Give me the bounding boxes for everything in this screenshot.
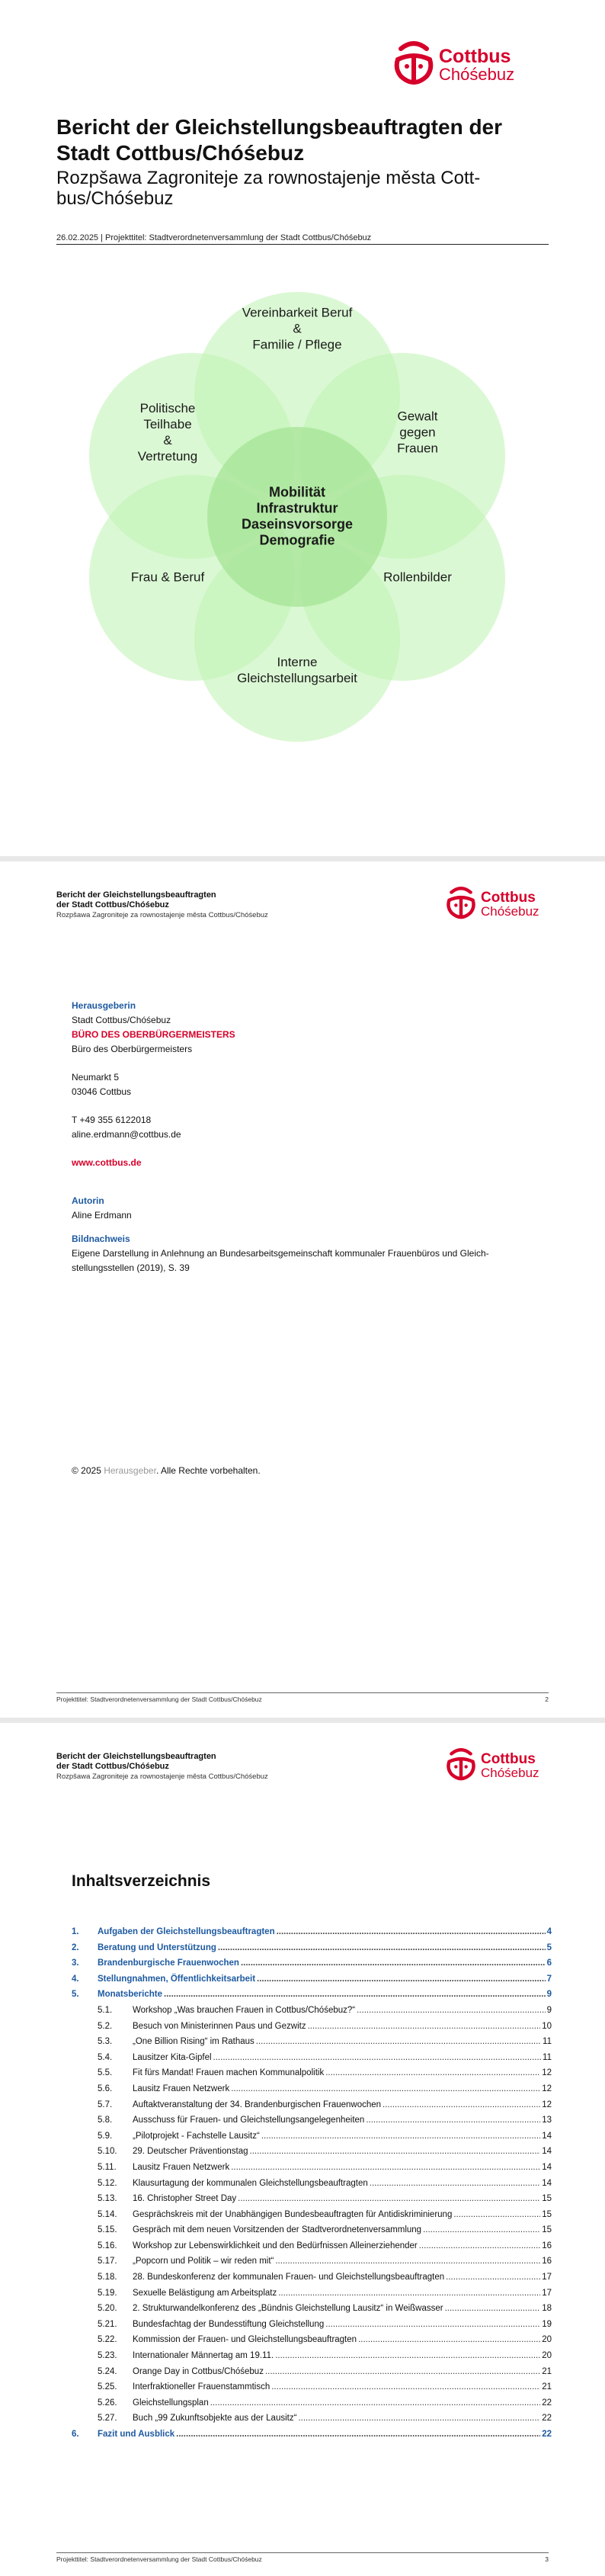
toc-entry-page: 19 <box>542 2319 552 2329</box>
toc-entry[interactable] <box>72 2320 552 2336</box>
toc-entry-number: 5.25. <box>98 2382 117 2392</box>
toc-entry-leader <box>231 2084 540 2093</box>
city-logo <box>446 1746 539 1785</box>
page-footer <box>56 2552 549 2563</box>
toc-entry-number: 5.11. <box>98 2162 117 2172</box>
page-footer <box>56 1692 549 1703</box>
logo-line-1: Cottbus <box>481 1751 536 1767</box>
toc-entry-leader <box>358 2335 540 2344</box>
toc-entry-label: „Popcorn und Politik – wir reden mit“ <box>133 2257 274 2266</box>
toc-entry-page: 14 <box>542 2162 552 2172</box>
toc-entry-number: 5.17. <box>98 2257 117 2266</box>
petal-label-6-line: Vertretung <box>137 448 198 464</box>
copyright-year: © 2025 <box>72 1465 101 1476</box>
toc-entry-page: 4 <box>546 1927 552 1936</box>
logo-line-2: Chóśebuz <box>481 904 539 919</box>
phone: T +49 355 6122018 <box>72 1115 152 1125</box>
toc-entry-leader <box>453 2210 540 2219</box>
page-number: 3 <box>545 2555 549 2563</box>
petal-label-2-line: gegen <box>399 425 436 440</box>
author-name: Aline Erdmann <box>72 1210 132 1221</box>
toc-entry-label: Stellungnahmen, Öffentlichkeitsarbeit <box>98 1974 256 1984</box>
toc-entry-leader <box>277 1927 546 1936</box>
center-label-line: Demografie <box>259 532 335 548</box>
imprint-page <box>0 861 605 1718</box>
cover-page <box>0 0 605 856</box>
toc-entry-number: 5.13. <box>98 2194 117 2204</box>
toc-entry-leader <box>271 2382 540 2392</box>
toc-entry-label: Gespräch mit dem neuen Vorsitzenden der Stadtverordnetenversammlung <box>133 2225 422 2235</box>
image-credit-text: Eigene Darstellung in Anlehnung an Bundesarbeitsgemeinschaft kommunaler Frauenbüros und Gleich-stellungsstellen (2019), S. 39 <box>72 1248 489 1273</box>
toc-entry[interactable] <box>72 2179 552 2195</box>
toc-entry-number: 5.1. <box>98 2005 113 2015</box>
toc-entry-number: 5.14. <box>98 2209 117 2219</box>
petal-label-2-line: Gewalt <box>397 409 438 424</box>
copyright-publisher-link[interactable]: Herausgeber <box>104 1465 156 1476</box>
toc-entry-page: 22 <box>542 2414 552 2424</box>
petal-label-1-line: & <box>293 321 302 336</box>
running-header <box>56 1752 268 1782</box>
toc-entry-number: 5.7. <box>98 2100 113 2109</box>
toc-entry-number: 5.20. <box>98 2304 117 2314</box>
toc-entry-number: 1. <box>72 1927 79 1936</box>
toc-entry-leader <box>445 2304 541 2313</box>
toc-entry-number: 5.23. <box>98 2351 117 2361</box>
copyright-rights: . Alle Rechte vorbehalten. <box>155 1465 261 1476</box>
toc-entry-label: Gesprächskreis mit der Unabhängigen Bundesbeauftragten für Antidiskriminierung <box>133 2209 453 2219</box>
toc-entry-label: „Pilotprojekt - Fachstelle Lausitz“ <box>133 2131 260 2141</box>
toc-entry-page: 13 <box>542 2116 552 2125</box>
toc-entry[interactable] <box>72 2084 552 2100</box>
header-line-1: Bericht der Gleichstellungsbeauftragten <box>56 1752 216 1761</box>
toc-entry[interactable] <box>72 2335 552 2351</box>
toc-entry-number: 5.5. <box>98 2068 113 2078</box>
publisher-org: Stadt Cottbus/Chóśebuz <box>72 1015 171 1025</box>
toc-entry[interactable] <box>72 1927 552 1943</box>
logo-line-2: Chóśebuz <box>439 64 515 84</box>
toc-entry-label: Ausschuss für Frauen- und Gleichstellungsangelegenheiten <box>133 2116 365 2125</box>
author-label: Autorin <box>72 1195 104 1206</box>
email-link[interactable]: aline.erdmann@cottbus.de <box>72 1129 181 1140</box>
toc-entry-page: 17 <box>542 2288 552 2298</box>
toc-entry[interactable] <box>72 2006 552 2022</box>
toc-entry-number: 2. <box>72 1942 79 1952</box>
petal-label-4-line: Gleichstellungsarbeit <box>237 670 357 685</box>
city-logo <box>393 38 514 91</box>
toc-entry[interactable] <box>72 2132 552 2148</box>
toc-entry-page: 22 <box>542 2398 552 2408</box>
toc-entry-number: 5.22. <box>98 2335 117 2345</box>
publisher-label: Herausgeberin <box>72 1000 136 1011</box>
header-line-3: Rozpšawa Zagronitejе za rownostajenje města Cottbus/Chóśebuz <box>56 1772 268 1781</box>
toc-entry-leader <box>176 2430 540 2439</box>
toc-entry[interactable] <box>72 2304 552 2320</box>
toc-entry-leader <box>213 2053 542 2062</box>
toc-entry[interactable] <box>72 2273 552 2289</box>
footer-text: Projekttitel: Stadtverordnetenversammlung der Stadt Cottbus/Chóśebuz <box>56 2555 262 2563</box>
toc-entry[interactable] <box>72 2382 552 2398</box>
toc-entry-leader <box>278 2289 540 2298</box>
toc-entry-page: 21 <box>542 2382 552 2392</box>
toc-entry-page: 5 <box>546 1942 552 1952</box>
toc-entry-number: 5.16. <box>98 2241 117 2250</box>
toc-entry-label: Beratung und Unterstützung <box>98 1942 216 1952</box>
toc-entry-number: 5.8. <box>98 2116 113 2125</box>
toc-entry-number: 5.4. <box>98 2052 113 2062</box>
toc-entry[interactable] <box>72 2414 552 2430</box>
toc-entry-number: 5.24. <box>98 2366 117 2376</box>
petal-label-2-line: Frauen <box>397 441 438 456</box>
petal-label-3-line: Rollenbilder <box>383 569 452 585</box>
toc-entry-label: Lausitzer Kita-Gipfel <box>133 2052 212 2062</box>
toc-entry-page: 20 <box>542 2335 552 2345</box>
center-label-line: Daseinsvorsorge <box>241 516 354 532</box>
toc-entry-label: 2. Strukturwandelkonferenz des „Bündnis Gleichstellung Lausitz“ in Weißwasser <box>133 2304 443 2314</box>
toc-entry-label: Fit fürs Mandat! Frauen machen Kommunalpolitik <box>133 2068 325 2078</box>
toc-entry[interactable] <box>72 2194 552 2210</box>
toc-entry-page: 12 <box>542 2100 552 2109</box>
toc-entry-leader <box>241 1958 546 1968</box>
toc-entry[interactable] <box>72 2100 552 2116</box>
toc-entry-leader <box>265 2367 540 2376</box>
toc-entry-label: 28. Bundeskonferenz der kommunalen Frauen- und Gleichstellungsbeauftragten <box>133 2273 445 2282</box>
toc-entry-page: 11 <box>543 2037 552 2047</box>
report-title: Bericht der Gleichstellungsbeauftragten der Stadt Cottbus/Chóśebuz <box>56 115 503 165</box>
toc-entry-label: Workshop zur Lebenswirklichkeit und den Bedürfnissen Alleinerziehender <box>133 2241 418 2250</box>
report-title-sorbian: Rozpšawa Zagronitejе za rownostajenje města Cott-bus/Chóśebuz <box>56 168 481 209</box>
header-line-2: der Stadt Cottbus/Chóśebuz <box>56 900 169 909</box>
toc-entry-page: 15 <box>542 2194 552 2204</box>
toc-entry-label: Internationaler Männertag am 19.11. <box>133 2351 274 2361</box>
toc-entry-page: 20 <box>542 2351 552 2361</box>
toc-entry-leader <box>261 2132 540 2141</box>
toc-entry-number: 5.2. <box>98 2021 113 2031</box>
petal-label-6-line: Politische <box>139 400 196 415</box>
toc-entry-page: 15 <box>542 2209 552 2219</box>
toc-entry-number: 5.15. <box>98 2225 117 2235</box>
toc-entry[interactable] <box>72 2225 552 2241</box>
toc-entry-label: 16. Christopher Street Day <box>133 2194 237 2204</box>
toc-entry-label: Brandenburgische Frauenwochen <box>98 1958 239 1968</box>
office-caps: BÜRO DES OBERBÜRGERMEISTERS <box>72 1029 235 1040</box>
cottbus-logo-icon <box>446 884 476 924</box>
logo-line-1: Cottbus <box>439 45 511 67</box>
toc-entry-number: 5.12. <box>98 2178 117 2188</box>
toc-entry-number: 5.10. <box>98 2147 117 2157</box>
toc-entry-leader <box>446 2273 540 2282</box>
page-number: 2 <box>545 1695 549 1703</box>
toc-entry-label: 29. Deutscher Präventionstag <box>133 2147 248 2157</box>
toc-entry-label: Sexuelle Belästigung am Arbeitsplatz <box>133 2288 277 2298</box>
toc-entry-leader <box>325 2068 540 2077</box>
toc-entry-label: Kommission der Frauen- und Gleichstellungsbeauftragten <box>133 2335 357 2345</box>
toc-entry-leader <box>238 2194 540 2203</box>
toc-entry-page: 9 <box>546 2005 552 2015</box>
toc-entry-number: 5.26. <box>98 2398 117 2408</box>
toc-entry-leader <box>164 1990 546 1999</box>
toc-entry-number: 3. <box>72 1958 79 1968</box>
toc-entry-leader <box>419 2241 540 2250</box>
toc-entry-page: 11 <box>543 2052 552 2062</box>
toc-entry-leader <box>257 1975 546 1984</box>
toc-entry[interactable] <box>72 2163 552 2179</box>
running-header <box>56 890 268 920</box>
toc-entry[interactable] <box>72 2037 552 2053</box>
toc-entry-number: 5.3. <box>98 2037 113 2047</box>
toc-entry-number: 5. <box>72 1990 79 2000</box>
topics-diagram <box>53 259 541 747</box>
toc-entry[interactable] <box>72 2367 552 2383</box>
toc-entry[interactable] <box>72 2116 552 2132</box>
toc-entry-label: Bundesfachtag der Bundesstiftung Gleichstellung <box>133 2319 325 2329</box>
toc-entry[interactable] <box>72 2351 552 2367</box>
toc-entry-number: 6. <box>72 2430 79 2439</box>
petal-label-6-line: Teilhabe <box>143 416 192 431</box>
toc-entry-page: 17 <box>542 2273 552 2282</box>
toc-entry[interactable] <box>72 2053 552 2069</box>
toc-entry[interactable] <box>72 2068 552 2084</box>
toc-entry-page: 12 <box>542 2084 552 2093</box>
center-label-line: Infrastruktur <box>256 500 338 516</box>
toc-entry-label: Aufgaben der Gleichstellungsbeauftragten <box>98 1927 275 1936</box>
petal-label-1-line: Familie / Pflege <box>252 337 342 352</box>
toc-entry[interactable] <box>72 2210 552 2226</box>
header-line-3: Rozpšawa Zagronitejе za rownostajenje města Cottbus/Chóśebuz <box>56 911 268 919</box>
toc-page <box>0 1723 605 2576</box>
header-line-2: der Stadt Cottbus/Chóśebuz <box>56 1762 169 1771</box>
footer-text: Projekttitel: Stadtverordnetenversammlung der Stadt Cottbus/Chóśebuz <box>56 1695 262 1703</box>
toc-entry-page: 16 <box>542 2241 552 2250</box>
logo-line-2: Chóśebuz <box>481 1766 539 1780</box>
toc-entry[interactable] <box>72 2257 552 2273</box>
toc-entry-page: 12 <box>542 2068 552 2078</box>
center-label-line: Mobilität <box>269 484 325 500</box>
toc-entry-leader <box>383 2100 540 2109</box>
toc-entry-number: 5.21. <box>98 2319 117 2329</box>
toc-entry-label: Buch „99 Zukunftsobjekte aus der Lausitz“ <box>133 2414 297 2424</box>
toc-entry-number: 5.9. <box>98 2131 113 2141</box>
cottbus-logo-icon <box>393 38 434 91</box>
toc-entry-leader <box>357 2006 545 2015</box>
toc-entry[interactable] <box>72 2398 552 2414</box>
toc-entry-page: 7 <box>546 1974 552 1984</box>
toc-entry-leader <box>218 1943 546 1952</box>
toc-entry[interactable] <box>72 1958 552 1975</box>
toc-entry[interactable] <box>72 2430 552 2446</box>
toc-entry[interactable] <box>72 2289 552 2305</box>
toc-entry[interactable] <box>72 2022 552 2038</box>
toc-entry-leader <box>275 2351 540 2360</box>
author-block <box>72 1194 544 1275</box>
toc-entry-page: 14 <box>542 2178 552 2188</box>
toc-entry-leader <box>298 2414 540 2423</box>
toc-entry-label: Auftaktveranstaltung der 34. Brandenburgischen Frauenwochen <box>133 2100 382 2109</box>
petal-label-4-line: Interne <box>277 654 318 669</box>
toc-entry-leader <box>256 2037 541 2046</box>
toc-entry-number: 5.6. <box>98 2084 113 2093</box>
toc-entry-leader <box>366 2116 540 2125</box>
toc-entry-label: „One Billion Rising“ im Rathaus <box>133 2037 254 2047</box>
toc-entry-page: 14 <box>542 2147 552 2157</box>
toc-entry-page: 14 <box>542 2131 552 2141</box>
toc-entry-leader <box>308 2022 541 2031</box>
toc-entry-label: Monatsberichte <box>98 1990 162 2000</box>
toc-entry[interactable] <box>72 2241 552 2257</box>
toc-entry-leader <box>275 2257 540 2266</box>
toc-entry-label: Lausitz Frauen Netzwerk <box>133 2162 230 2172</box>
toc-entry-label: Orange Day in Cottbus/Chóśebuz <box>133 2366 264 2376</box>
header-line-1: Bericht der Gleichstellungsbeauftragten <box>56 890 216 900</box>
toc-entry-leader <box>250 2147 541 2156</box>
toc-entry[interactable] <box>72 2147 552 2163</box>
toc-entry-label: Fazit und Ausblick <box>98 2430 175 2439</box>
website-link[interactable]: www.cottbus.de <box>72 1157 142 1168</box>
toc-entry-page: 18 <box>542 2304 552 2314</box>
toc-entry[interactable] <box>72 1943 552 1959</box>
office-name: Büro des Oberbürgermeisters <box>72 1044 193 1054</box>
image-credit-label: Bildnachweis <box>72 1233 130 1244</box>
cottbus-logo-icon <box>446 1746 476 1785</box>
petal-label-5-line: Frau & Beruf <box>130 569 205 585</box>
toc-entry-label: Klausurtagung der kommunalen Gleichstellungsbeauftragten <box>133 2178 368 2188</box>
toc-entry-leader <box>325 2320 540 2329</box>
petal-label-6-line: & <box>163 432 172 448</box>
toc-entry-label: Besuch von Ministerinnen Paus und Gezwitz <box>133 2021 306 2031</box>
toc-entry-page: 22 <box>542 2430 552 2439</box>
toc-entry-number: 5.19. <box>98 2288 117 2298</box>
toc-entry-page: 10 <box>542 2021 552 2031</box>
toc-entry[interactable] <box>72 1975 552 1991</box>
toc-heading: Inhaltsverzeichnis <box>72 1872 211 1890</box>
toc-entry-label: Gleichstellungsplan <box>133 2398 209 2408</box>
toc-entry-number: 5.27. <box>98 2414 117 2424</box>
toc-entry-page: 9 <box>546 1990 552 2000</box>
street: Neumarkt 5 <box>72 1072 120 1083</box>
toc-entry-label: Lausitz Frauen Netzwerk <box>133 2084 230 2093</box>
toc-entry-leader <box>210 2398 540 2408</box>
toc-entry-label: Interfraktioneller Frauenstammtisch <box>133 2382 270 2392</box>
cover-meta-line: 26.02.2025 | Projekttitel: Stadtverordnetenversammlung der Stadt Cottbus/Chóśebuz <box>56 233 549 245</box>
toc-entry-page: 21 <box>542 2366 552 2376</box>
toc-entry-number: 4. <box>72 1974 79 1984</box>
city: 03046 Cottbus <box>72 1086 132 1097</box>
report-date: 26.02.2025 <box>56 233 99 242</box>
toc-list <box>72 1927 552 2446</box>
toc-entry-page: 15 <box>542 2225 552 2235</box>
toc-entry-number: 5.18. <box>98 2273 117 2282</box>
toc-entry-leader <box>370 2179 540 2188</box>
city-logo <box>446 884 539 924</box>
toc-entry-page: 16 <box>542 2257 552 2266</box>
toc-entry-leader <box>231 2163 540 2172</box>
petal-label-1-line: Vereinbarkeit Beruf <box>242 305 353 320</box>
publisher-block <box>72 999 235 1170</box>
toc-entry-leader <box>423 2225 540 2234</box>
toc-entry-page: 6 <box>546 1958 552 1968</box>
project-title: Projekttitel: Stadtverordnetenversammlung der Stadt Cottbus/Chóśebuz <box>105 233 372 242</box>
logo-line-1: Cottbus <box>481 890 536 906</box>
copyright-line <box>72 1464 261 1478</box>
toc-entry-label: Workshop „Was brauchen Frauen in Cottbus/Chóśebuz?“ <box>133 2005 356 2015</box>
toc-entry[interactable] <box>72 1990 552 2006</box>
